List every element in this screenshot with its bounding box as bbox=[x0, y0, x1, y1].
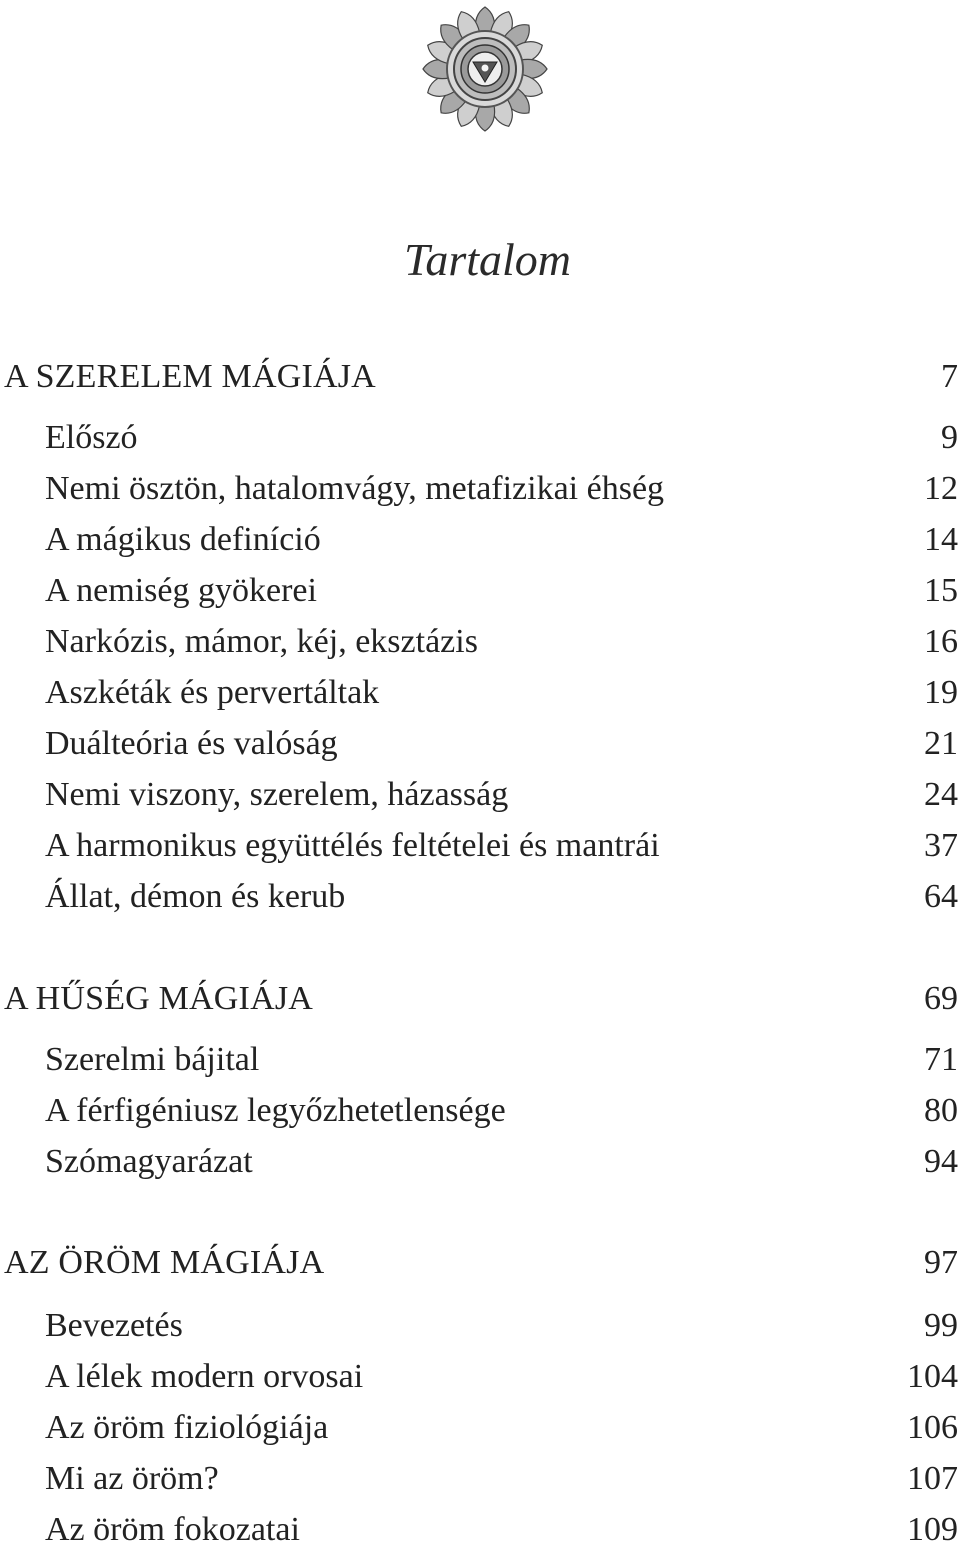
page-title: Tartalom bbox=[403, 234, 572, 285]
toc-entry-title: Előszó bbox=[45, 419, 138, 456]
toc-entry-title: Az öröm fokozatai bbox=[45, 1511, 300, 1548]
toc-part-title: A SZERELEM MÁGIÁJA bbox=[4, 358, 376, 395]
toc-entry-row bbox=[0, 874, 960, 920]
toc-entry-row bbox=[0, 1405, 960, 1451]
toc-entry-row bbox=[0, 670, 960, 716]
toc-page-number: 9 bbox=[941, 419, 958, 456]
toc-entry-row bbox=[0, 1354, 960, 1400]
toc-page-number: 69 bbox=[924, 980, 958, 1017]
toc-entry-title: A mágikus definíció bbox=[45, 521, 321, 558]
toc-entry-row bbox=[0, 568, 960, 614]
toc-page-number: 107 bbox=[907, 1460, 958, 1497]
toc-entry-row bbox=[0, 1139, 960, 1185]
toc-entry-title: A férfigéniusz legyőzhetetlensége bbox=[45, 1092, 506, 1129]
toc-entry-row bbox=[0, 772, 960, 818]
toc-entry-row bbox=[0, 619, 960, 665]
toc-entry-row bbox=[0, 823, 960, 869]
toc-page-number: 37 bbox=[924, 827, 958, 864]
toc-entry-row bbox=[0, 1303, 960, 1349]
toc-page-number: 24 bbox=[924, 776, 958, 813]
toc-entry-row bbox=[0, 1507, 960, 1553]
toc-page-number: 109 bbox=[907, 1511, 958, 1548]
toc-entry-row bbox=[0, 415, 960, 461]
toc-entry-row bbox=[0, 1037, 960, 1083]
toc-page-number: 7 bbox=[941, 358, 958, 395]
toc-entry-row bbox=[0, 517, 960, 563]
toc-page-number: 21 bbox=[924, 725, 958, 762]
toc-page-number: 97 bbox=[924, 1244, 958, 1281]
toc-page-number: 106 bbox=[907, 1409, 958, 1446]
toc-page-number: 15 bbox=[924, 572, 958, 609]
toc-entry-title: Szómagyarázat bbox=[45, 1143, 253, 1180]
toc-page-number: 14 bbox=[924, 521, 958, 558]
toc-page-number: 71 bbox=[924, 1041, 958, 1078]
toc-page-number: 99 bbox=[924, 1307, 958, 1344]
toc-page-number: 80 bbox=[924, 1092, 958, 1129]
toc-part-row bbox=[0, 354, 960, 400]
toc-entry-row bbox=[0, 721, 960, 767]
toc-part-row bbox=[0, 976, 960, 1022]
toc-page-number: 16 bbox=[924, 623, 958, 660]
toc-entry-title: Narkózis, mámor, kéj, eksztázis bbox=[45, 623, 478, 660]
toc-page-number: 12 bbox=[924, 470, 958, 507]
toc-entry-title: Az öröm fiziológiája bbox=[45, 1409, 329, 1446]
toc-page-number: 104 bbox=[907, 1358, 958, 1395]
toc-page-number: 94 bbox=[924, 1143, 958, 1180]
toc-entry-title: Duálteória és valóság bbox=[45, 725, 338, 762]
toc-page-number: 19 bbox=[924, 674, 958, 711]
toc-entry-title: Nemi ösztön, hatalomvágy, metafizikai éhség bbox=[45, 470, 665, 507]
toc-entry-title: A lélek modern orvosai bbox=[45, 1358, 364, 1395]
toc-entry-title: Aszkéták és pervertáltak bbox=[45, 674, 380, 711]
toc-entry-title: A nemiség gyökerei bbox=[45, 572, 317, 609]
toc-part-title: A HŰSÉG MÁGIÁJA bbox=[4, 980, 314, 1017]
toc-entry-title: Mi az öröm? bbox=[45, 1460, 219, 1497]
toc-entry-row bbox=[0, 1088, 960, 1134]
toc-entry-title: Szerelmi bájital bbox=[45, 1041, 260, 1078]
toc-page-number: 64 bbox=[924, 878, 958, 915]
toc-entry-title: Nemi viszony, szerelem, házasság bbox=[45, 776, 509, 813]
lotus-chakra-emblem-icon bbox=[420, 4, 550, 134]
toc-entry-title: Állat, démon és kerub bbox=[45, 878, 346, 915]
toc-part-row bbox=[0, 1240, 960, 1286]
toc-entry-title: A harmonikus együttélés feltételei és mantrái bbox=[45, 827, 660, 864]
toc-entry-row bbox=[0, 466, 960, 512]
toc-entry-title: Bevezetés bbox=[45, 1307, 183, 1344]
toc-entry-row bbox=[0, 1456, 960, 1502]
toc-part-title: AZ ÖRÖM MÁGIÁJA bbox=[4, 1244, 325, 1281]
